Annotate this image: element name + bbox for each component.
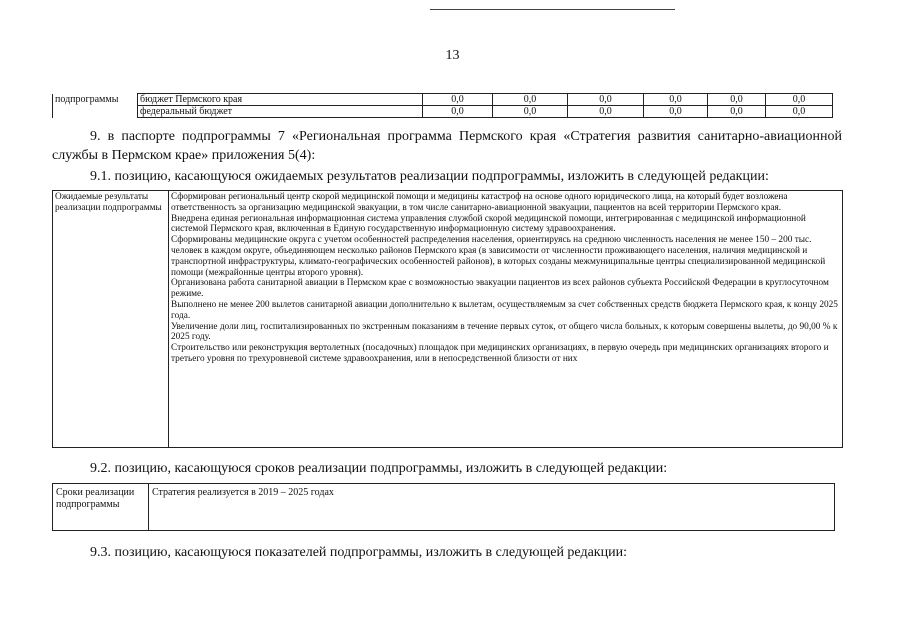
result-item: Выполнено не менее 200 вылетов санитарной авиации дополнительно к вылетам, осуществляемым за счет собственных средств бюджета Пермского края, к концу 2025 года. (171, 299, 838, 321)
budget-value: 0,0 (493, 94, 568, 106)
result-item: Увеличение доли лиц, госпитализированных по экстренным показаниям в течение первых суток, от общего числа больных, к которым совершены вылеты, до 90,00 % к 2025 году. (171, 321, 838, 343)
budget-value: 0,0 (568, 106, 644, 118)
budget-value: 0,0 (708, 106, 766, 118)
results-content (169, 191, 843, 448)
terms-value: Стратегия реализуется в 2019 – 2025 годах (149, 484, 835, 531)
budget-value: 0,0 (493, 106, 568, 118)
paragraph-9-3: 9.3. позицию, касающуюся показателей подпрограммы, изложить в следующей редакции: (90, 545, 627, 560)
budget-value: 0,0 (644, 94, 708, 106)
result-item: Сформированы медицинские округа с учетом особенностей распределения населения, ориентируясь на среднюю численность населения не менее 150 – 200 тыс. человек в каждом округе, объединяющем несколько районов Пермского края (в зависимости от численности проживающего населения, наличия медицинской и транспортной инфраструктуры, климато-географических особенностей районов), в которых созданы межмуниципальные центры специализированной медицинской помощи (межрайонные центры второго уровня). (171, 235, 826, 278)
table-row (53, 106, 833, 118)
paragraph-9-2: 9.2. позицию, касающуюся сроков реализации подпрограммы, изложить в следующей редакции: (90, 461, 668, 476)
budget-value: 0,0 (644, 106, 708, 118)
top-scan-line (430, 9, 675, 10)
budget-value: 0,0 (766, 106, 833, 118)
terms-label: Сроки реализации подпрограммы (53, 484, 149, 531)
results-table (52, 190, 843, 448)
result-item: Строительство или реконструкция вертолетных (посадочных) площадок при медицинских организациях, в первую очередь при медицинских организациях второго и третьего уровня по трехуровневой системе здравоохранения, или в непосредственной близости от них (171, 343, 829, 364)
terms-table (52, 483, 835, 531)
results-label: Ожидаемые результаты реализации подпрограммы (53, 191, 169, 448)
page-number: 13 (445, 48, 460, 63)
budget-value: 0,0 (708, 94, 766, 106)
budget-source: бюджет Пермского края (138, 94, 423, 106)
table-row (53, 94, 833, 106)
budget-table (52, 93, 833, 118)
budget-value: 0,0 (766, 94, 833, 106)
result-item: Сформирован региональный центр скорой медицинской помощи и медицины катастроф на основе одного юридического лица, на который будет возложена ответственность за организацию медицинской эвакуации, в том числе санитарно-авиационной эвакуации, пациентов на всей территории Пермского края. (171, 192, 788, 213)
budget-value: 0,0 (568, 94, 644, 106)
paragraph-9-1: 9.1. позицию, касающуюся ожидаемых результатов реализации подпрограммы, изложить в следующей редакции: (90, 169, 769, 184)
table-row (53, 484, 835, 531)
paragraph-9: 9. в паспорте подпрограммы 7 «Региональная программа Пермского края «Стратегия развития санитарно-авиационной службы в Пермском крае» приложения 5(4): (52, 129, 842, 163)
result-item: Внедрена единая региональная информационная система управления службой скорой медицинской помощи, интегрированная с медицинской информационной системой Пермского края, включенная в Единую государственную информационную систему здравоохранения. (171, 213, 806, 235)
budget-row-label: подпрограммы (53, 94, 138, 106)
budget-value: 0,0 (423, 106, 493, 118)
budget-row-label (53, 106, 138, 118)
budget-source: федеральный бюджет (138, 106, 423, 118)
table-row (53, 191, 843, 448)
budget-value: 0,0 (423, 94, 493, 106)
result-item: Организована работа санитарной авиации в Пермском крае с возможностью эвакуации пациентов из всех районов субъекта Российской Федерации в круглосуточном режиме. (171, 278, 829, 300)
